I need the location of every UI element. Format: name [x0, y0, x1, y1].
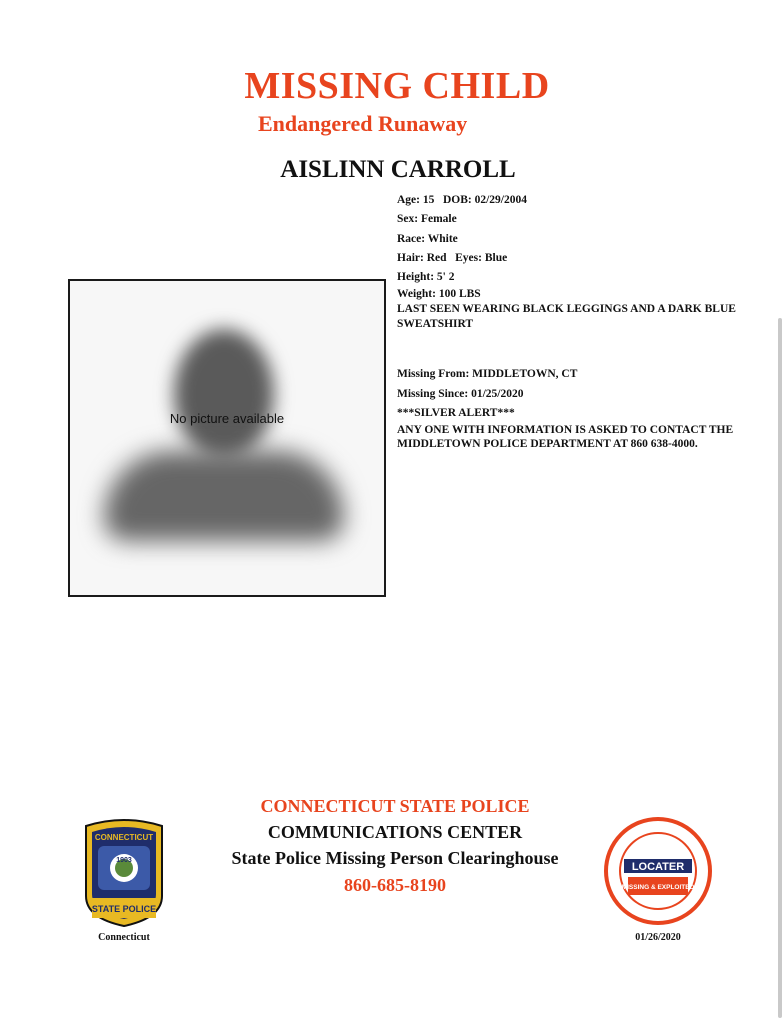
date-caption: 01/26/2020: [635, 932, 681, 943]
contact-instructions: ANY ONE WITH INFORMATION IS ASKED TO CONTACT THE MIDDLETOWN POLICE DEPARTMENT AT 860 638-4000.: [397, 423, 734, 451]
height: Height: 5' 2: [397, 271, 455, 284]
svg-text:MISSING & EXPLOITED: MISSING & EXPLOITED: [621, 884, 695, 891]
scrollbar[interactable]: [778, 318, 782, 1018]
missing-from: Missing From: MIDDLETOWN, CT: [397, 368, 578, 381]
photo-placeholder: [68, 279, 386, 597]
missing-since: Missing Since: 01/25/2020: [397, 387, 524, 400]
details-panel: [397, 191, 737, 452]
hair-eyes: Hair: Red Eyes: Blue: [397, 251, 508, 264]
clearinghouse-name: State Police Missing Person Clearinghouse: [231, 848, 559, 868]
agency-name: CONNECTICUT STATE POLICE: [260, 796, 530, 816]
age-dob: Age: 15 DOB: 02/29/2004: [397, 194, 528, 206]
page-subtitle: Endangered Runaway: [258, 111, 468, 136]
person-name: AISLINN CARROLL: [280, 156, 516, 183]
svg-text:LOCATER: LOCATER: [631, 861, 685, 873]
svg-text:1903: 1903: [116, 857, 132, 864]
race: Race: White: [397, 232, 458, 245]
locater-logo-icon: [604, 817, 712, 925]
clearinghouse-phone: 860-685-8190: [344, 875, 446, 895]
silver-alert: ***SILVER ALERT***: [397, 407, 515, 420]
no-picture-label: No picture available: [169, 411, 285, 426]
badge-caption: Connecticut: [98, 932, 150, 943]
sex: Sex: Female: [397, 213, 457, 226]
last-seen: LAST SEEN WEARING BLACK LEGGINGS AND A DARK BLUE SWEATSHIRT: [397, 303, 736, 331]
weight: Weight: 100 LBS: [397, 288, 481, 301]
svg-text:CONNECTICUT: CONNECTICUT: [94, 833, 154, 842]
svg-text:STATE POLICE: STATE POLICE: [91, 904, 157, 914]
silhouette-head: [174, 329, 274, 459]
silhouette-body: [104, 451, 344, 541]
page-title: MISSING CHILD: [244, 65, 550, 107]
communications-center: COMMUNICATIONS CENTER: [267, 822, 523, 842]
